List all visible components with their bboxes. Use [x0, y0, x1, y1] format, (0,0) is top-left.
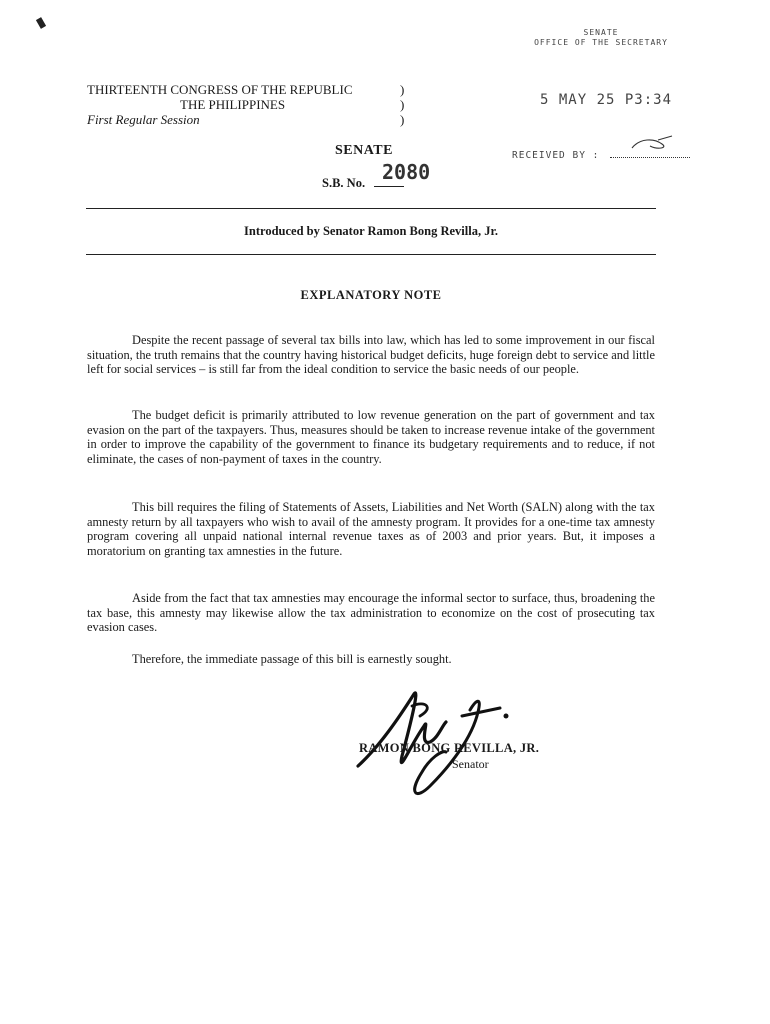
received-initials [628, 134, 678, 154]
received-stamp-office [516, 28, 686, 48]
body-paragraph-1: Despite the recent passage of several tax bills into law, which has led to some improvement in our fiscal situation, the truth remains that the country having historical budget deficits, huge foreign debt to service and little left for social services – is still far from the ideal condition to service the basic needs of our people. [87, 333, 655, 377]
signatory-name: RAMON BONG REVILLA, JR. [359, 741, 540, 755]
explanatory-note-title: EXPLANATORY NOTE [300, 288, 442, 302]
body-paragraph-2: The budget deficit is primarily attributed to low revenue generation on the part of government and tax evasion on the part of the taxpayers. Thus, measures should be taken to increase revenue intake of the government in order to improve the capability of the government to finance its budgetary requirements and to reduce, if not eliminate, the cases of non-payment of taxes in the country. [87, 408, 655, 466]
bracket: ) [400, 82, 405, 97]
congress-line1: THIRTEENTH CONGRESS OF THE REPUBLIC [87, 82, 353, 97]
header-brackets [400, 82, 404, 127]
stamp-office-line1: SENATE [583, 28, 619, 37]
stamp-office-line2: OFFICE OF THE SECRETARY [534, 38, 668, 47]
scan-mark [36, 17, 46, 29]
body-paragraph-4: Aside from the fact that tax amnesties may encourage the informal sector to surface, thus, broadening the tax base, this amnesty may likewise allow the tax administration to economize on the cost of prosecuting tax evasion cases. [87, 591, 655, 635]
signatory-title: Senator [452, 757, 489, 771]
body-paragraph-3: This bill requires the filing of Statements of Assets, Liabilities and Net Worth (SALN) along with the tax amnesty return by all taxpayers who wish to avail of the amnesty program. It provides for a one-time tax amnesty program covering all unpaid national internal revenue taxes as of 2003 and prior years. But, it imposes a moratorium on granting tax amnesties in the future. [87, 500, 655, 558]
congress-line2: THE PHILIPPINES [180, 97, 286, 112]
bracket: ) [400, 97, 405, 112]
received-by-label: RECEIVED BY : [512, 150, 600, 161]
sb-number-line [322, 176, 404, 191]
congress-header [87, 82, 427, 127]
bracket: ) [400, 112, 405, 127]
bill-number-handwritten: 2080 [382, 160, 431, 184]
divider-bottom [86, 254, 656, 255]
stamp-date: 5 MAY 25 P3:34 [540, 92, 673, 108]
senate-label: SENATE [335, 143, 393, 158]
body-paragraph-5: Therefore, the immediate passage of this bill is earnestly sought. [132, 652, 452, 666]
introducer-line: Introduced by Senator Ramon Bong Revilla, Jr. [244, 224, 498, 238]
session-line: First Regular Session [87, 112, 200, 127]
sb-label: S.B. No. [322, 176, 366, 190]
divider-top [86, 208, 656, 209]
